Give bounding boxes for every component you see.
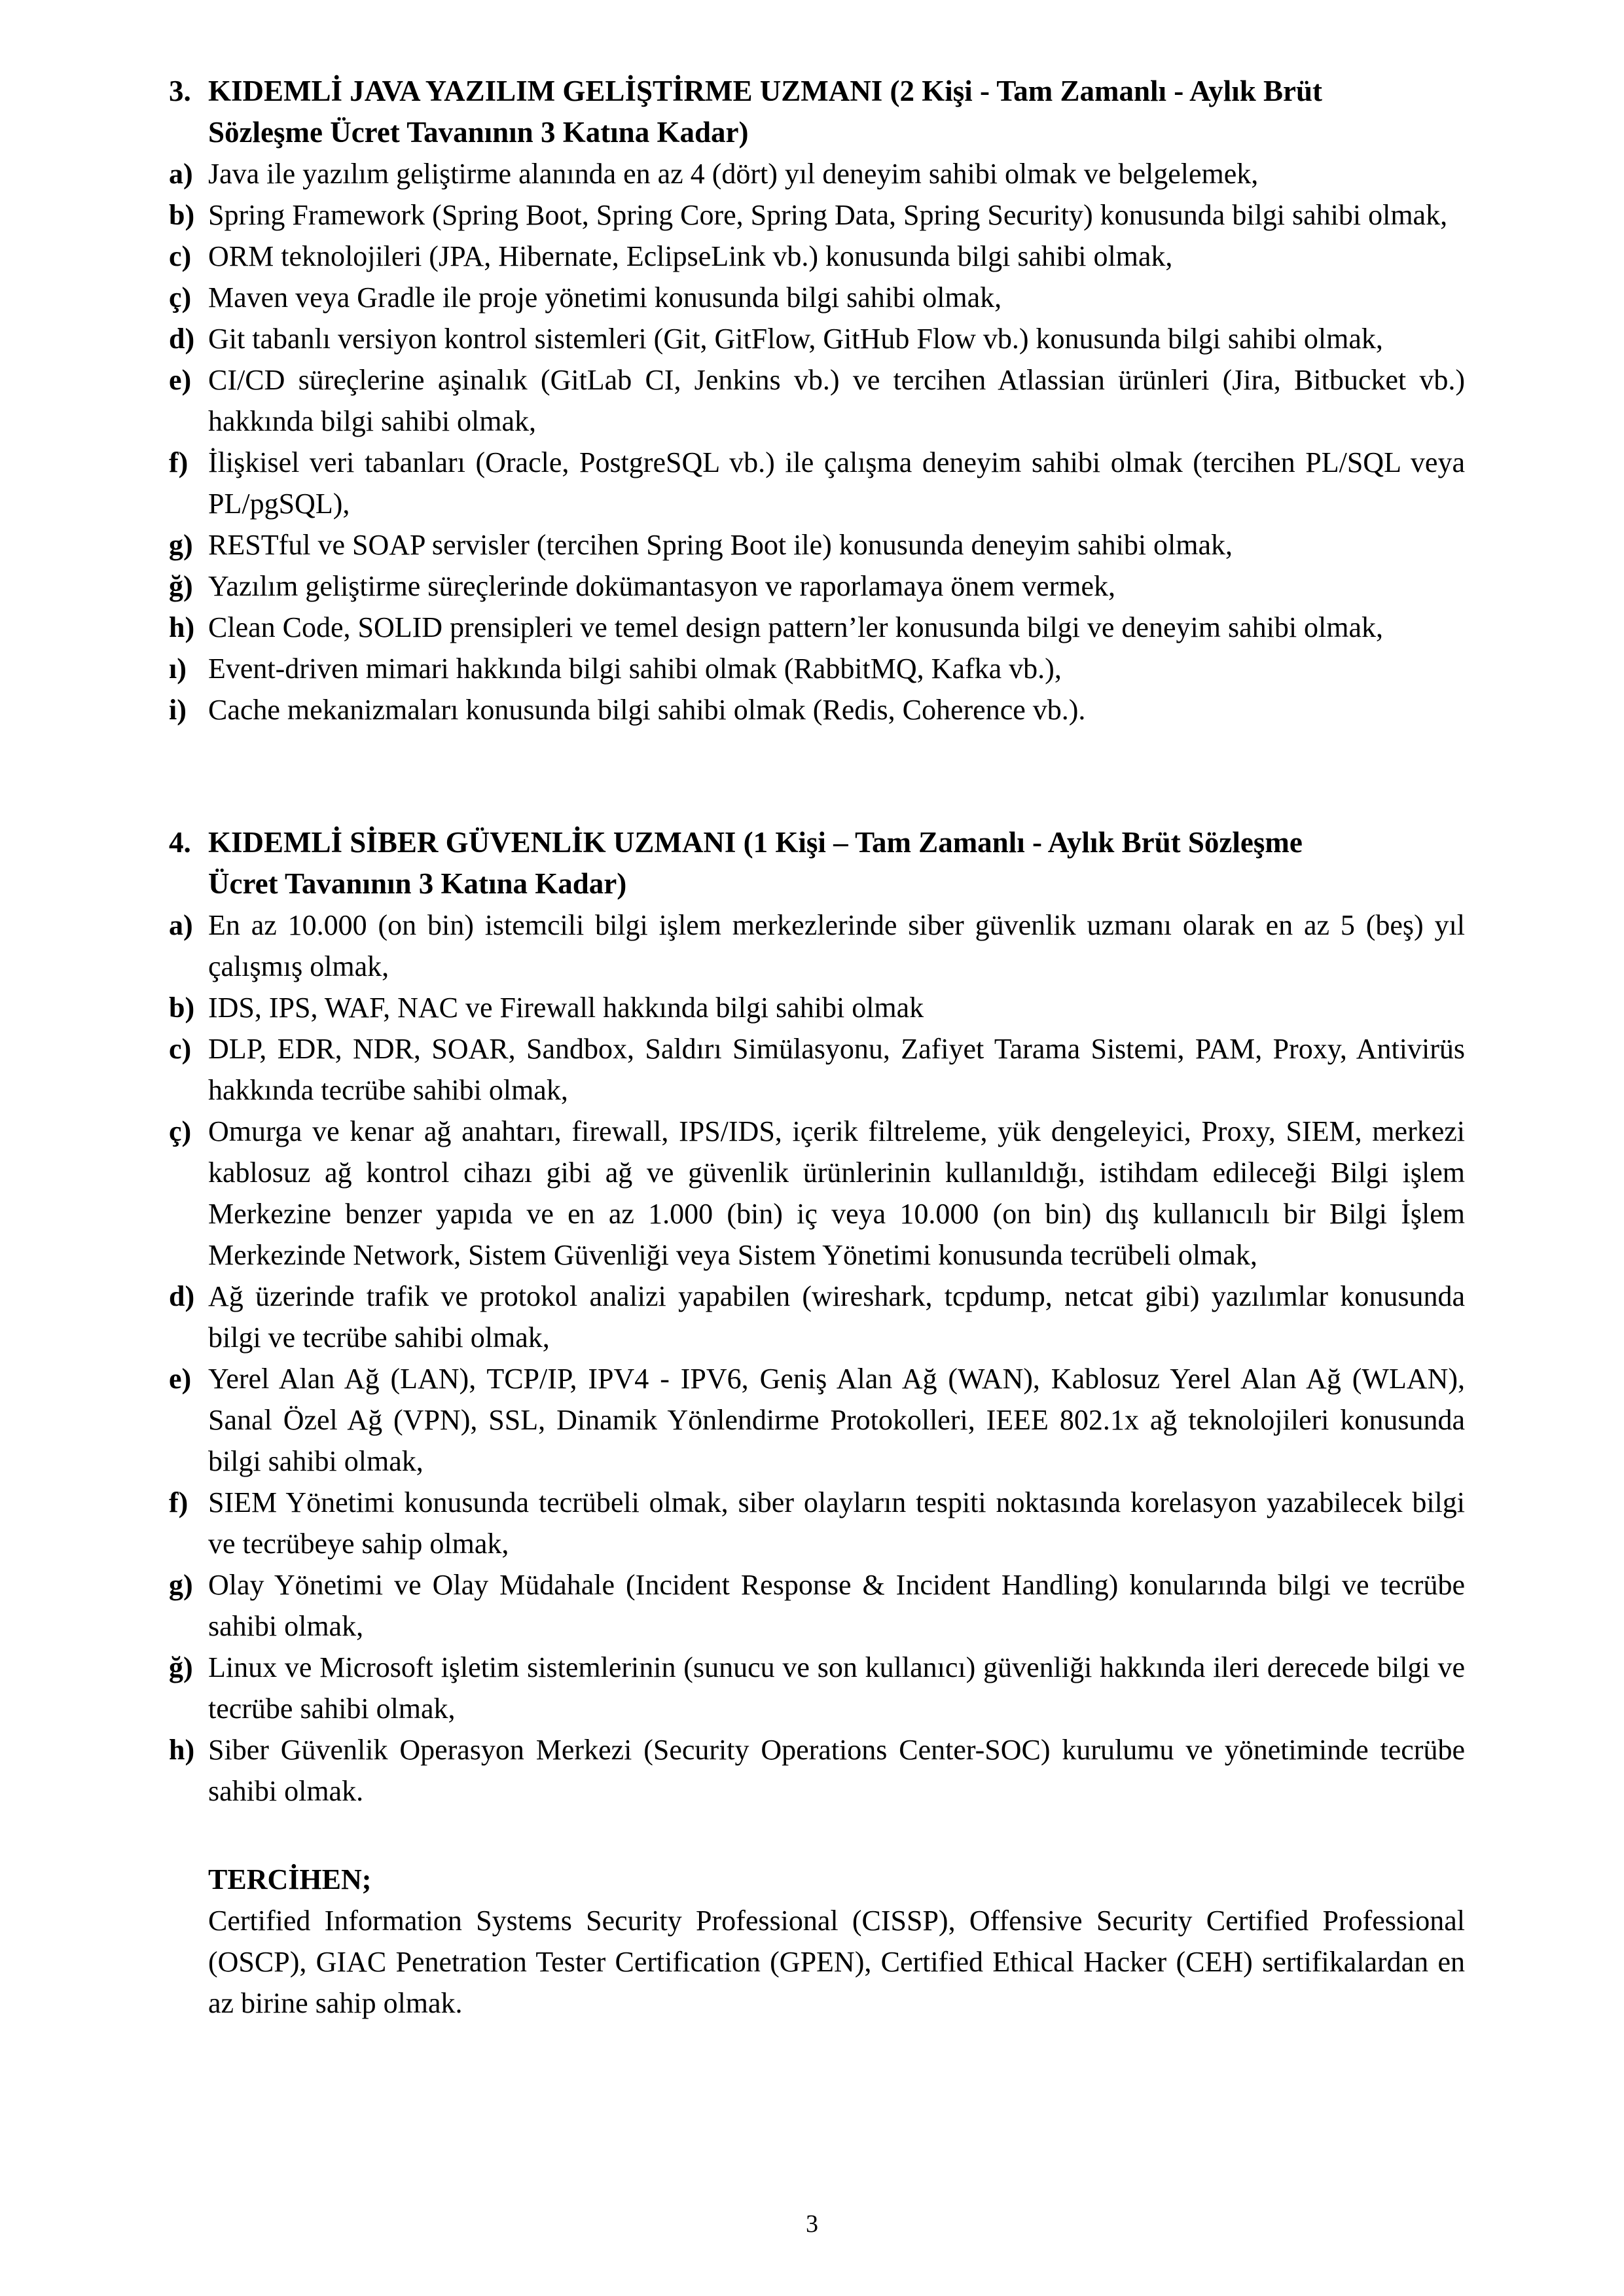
list-item	[169, 1647, 1465, 1729]
list-item	[169, 236, 1465, 277]
list-item-marker: ç)	[169, 281, 192, 314]
list-item-text: Siber Güvenlik Operasyon Merkezi (Security Operations Center-SOC) kurulumu ve yönetiminde tecrübe sahibi olmak.	[208, 1734, 1465, 1807]
list-item-marker: g)	[169, 529, 193, 561]
list-item	[169, 1358, 1465, 1482]
list-item-marker: f)	[169, 1486, 189, 1518]
section-4-heading-line-2: Ücret Tavanının 3 Katına Kadar)	[208, 867, 627, 900]
list-item-text: Omurga ve kenar ağ anahtarı, firewall, IPS/IDS, içerik filtreleme, yük dengeleyici, Proxy, SIEM, merkezi kablosuz ağ kontrol cihazı gibi ağ ve güvenlik ürünlerinin kullanıldığı, istihdam edileceği Bilgi işlem Merkezine benzer yapıda ve en az 1.000 (bin) iç veya 10.000 (on bin) dış kullanıcılı bir Bilgi İşlem Merkezinde Network, Sistem Güvenliği veya Sistem Yönetimi konusunda tecrübeli olmak,	[208, 1115, 1465, 1271]
list-item-marker: ı)	[169, 653, 187, 685]
tercihen-block	[208, 1859, 1465, 2024]
list-item-text: İlişkisel veri tabanları (Oracle, PostgreSQL vb.) ile çalışma deneyim sahibi olmak (tercihen PL/SQL veya PL/pgSQL),	[208, 446, 1465, 520]
list-item	[169, 648, 1465, 689]
list-item	[169, 359, 1465, 442]
list-item-text: Java ile yazılım geliştirme alanında en az 4 (dört) yıl deneyim sahibi olmak ve belgelemek,	[208, 158, 1259, 190]
section-3-heading	[169, 71, 1465, 153]
list-item	[169, 607, 1465, 648]
tercihen-title: TERCİHEN;	[208, 1863, 372, 1895]
list-item-marker: e)	[169, 1363, 192, 1395]
section-3-item-list	[169, 153, 1465, 730]
section-4-heading-text	[208, 822, 1465, 905]
list-item-marker: c)	[169, 240, 192, 272]
list-item-text: Linux ve Microsoft işletim sistemlerinin (sunucu ve son kullanıcı) güvenliği hakkında ileri derecede bilgi ve tecrübe sahibi olmak,	[208, 1651, 1465, 1725]
list-item	[169, 153, 1465, 194]
list-item	[169, 1729, 1465, 1812]
list-item	[169, 318, 1465, 359]
list-item-marker: i)	[169, 694, 187, 726]
list-item-marker: d)	[169, 323, 195, 355]
list-item-marker: a)	[169, 909, 193, 941]
list-item-marker: ğ)	[169, 1651, 193, 1683]
list-item-text: Maven veya Gradle ile proje yönetimi konusunda bilgi sahibi olmak,	[208, 281, 1002, 314]
list-item-text: DLP, EDR, NDR, SOAR, Sandbox, Saldırı Simülasyonu, Zafiyet Tarama Sistemi, PAM, Proxy, Antivirüs hakkında tecrübe sahibi olmak,	[208, 1033, 1465, 1106]
list-item	[169, 1111, 1465, 1276]
page-content	[169, 71, 1465, 2024]
section-3-number: 3.	[169, 75, 191, 107]
list-item-marker: ğ)	[169, 570, 193, 602]
section-3-heading-line-1: KIDEMLİ JAVA YAZILIM GELİŞTİRME UZMANI (2 Kişi - Tam Zamanlı - Aylık Brüt	[208, 75, 1323, 107]
list-item-marker: a)	[169, 158, 193, 190]
list-item	[169, 1028, 1465, 1111]
list-item-text: Cache mekanizmaları konusunda bilgi sahibi olmak (Redis, Coherence vb.).	[208, 694, 1086, 726]
section-3-heading-line-2: Sözleşme Ücret Tavanının 3 Katına Kadar)	[208, 116, 749, 149]
list-item-marker: c)	[169, 1033, 192, 1065]
section-3-heading-text	[208, 71, 1465, 153]
list-item-marker: d)	[169, 1280, 195, 1312]
list-item-text: Yazılım geliştirme süreçlerinde dokümantasyon ve raporlamaya önem vermek,	[208, 570, 1115, 602]
list-item-text: Olay Yönetimi ve Olay Müdahale (Incident Response & Incident Handling) konularında bilgi ve tecrübe sahibi olmak,	[208, 1569, 1465, 1642]
list-item-text: Ağ üzerinde trafik ve protokol analizi yapabilen (wireshark, tcpdump, netcat gibi) yazılımlar konusunda bilgi ve tecrübe sahibi olmak,	[208, 1280, 1465, 1354]
list-item-text: Spring Framework (Spring Boot, Spring Core, Spring Data, Spring Security) konusunda bilgi sahibi olmak,	[208, 199, 1448, 231]
list-item	[169, 987, 1465, 1028]
list-item-text: Clean Code, SOLID prensipleri ve temel design pattern’ler konusunda bilgi ve deneyim sahibi olmak,	[208, 611, 1384, 643]
list-item	[169, 565, 1465, 607]
list-item	[169, 1276, 1465, 1358]
list-item	[169, 277, 1465, 318]
section-3	[169, 71, 1465, 730]
list-item-text: En az 10.000 (on bin) istemcili bilgi işlem merkezlerinde siber güvenlik uzmanı olarak en az 5 (beş) yıl çalışmış olmak,	[208, 909, 1465, 982]
list-item-marker: h)	[169, 611, 195, 643]
list-item-marker: ç)	[169, 1115, 192, 1147]
list-item	[169, 1564, 1465, 1647]
list-item-text: IDS, IPS, WAF, NAC ve Firewall hakkında bilgi sahibi olmak	[208, 992, 924, 1024]
list-item-marker: e)	[169, 364, 192, 396]
list-item	[169, 905, 1465, 987]
tercihen-gap	[169, 1812, 1465, 1859]
list-item-marker: b)	[169, 992, 195, 1024]
section-4-heading	[169, 822, 1465, 905]
section-gap	[169, 730, 1465, 822]
list-item-marker: f)	[169, 446, 189, 478]
page-number: 3	[806, 2210, 818, 2238]
list-item	[169, 442, 1465, 524]
list-item	[169, 194, 1465, 236]
list-item-text: ORM teknolojileri (JPA, Hibernate, EclipseLink vb.) konusunda bilgi sahibi olmak,	[208, 240, 1173, 272]
section-4-heading-line-1: KIDEMLİ SİBER GÜVENLİK UZMANI (1 Kişi – Tam Zamanlı - Aylık Brüt Sözleşme	[208, 826, 1303, 859]
list-item-text: Event-driven mimari hakkında bilgi sahibi olmak (RabbitMQ, Kafka vb.),	[208, 653, 1062, 685]
list-item	[169, 689, 1465, 730]
section-4-item-list	[169, 905, 1465, 1812]
section-4	[169, 822, 1465, 2024]
list-item-marker: b)	[169, 199, 195, 231]
list-item	[169, 524, 1465, 565]
list-item-text: Yerel Alan Ağ (LAN), TCP/IP, IPV4 - IPV6, Geniş Alan Ağ (WAN), Kablosuz Yerel Alan Ağ (WLAN), Sanal Özel Ağ (VPN), SSL, Dinamik Yönlendirme Protokolleri, IEEE 802.1x ağ teknolojileri konusunda bilgi sahibi olmak,	[208, 1363, 1465, 1477]
list-item	[169, 1482, 1465, 1564]
list-item-text: RESTful ve SOAP servisler (tercihen Spring Boot ile) konusunda deneyim sahibi olmak,	[208, 529, 1233, 561]
list-item-marker: h)	[169, 1734, 195, 1766]
tercihen-body: Certified Information Systems Security Professional (CISSP), Offensive Security Certified Professional (OSCP), GIAC Penetration Tester Certification (GPEN), Certified Ethical Hacker (CEH) sertifikalardan en az birine sahip olmak.	[208, 1905, 1465, 2019]
section-4-number: 4.	[169, 826, 191, 859]
list-item-marker: g)	[169, 1569, 193, 1601]
list-item-text: CI/CD süreçlerine aşinalık (GitLab CI, Jenkins vb.) ve tercihen Atlassian ürünleri (Jira, Bitbucket vb.) hakkında bilgi sahibi olmak,	[208, 364, 1465, 437]
list-item-text: Git tabanlı versiyon kontrol sistemleri (Git, GitFlow, GitHub Flow vb.) konusunda bilgi sahibi olmak,	[208, 323, 1383, 355]
list-item-text: SIEM Yönetimi konusunda tecrübeli olmak, siber olayların tespiti noktasında korelasyon yazabilecek bilgi ve tecrübeye sahip olmak,	[208, 1486, 1465, 1560]
